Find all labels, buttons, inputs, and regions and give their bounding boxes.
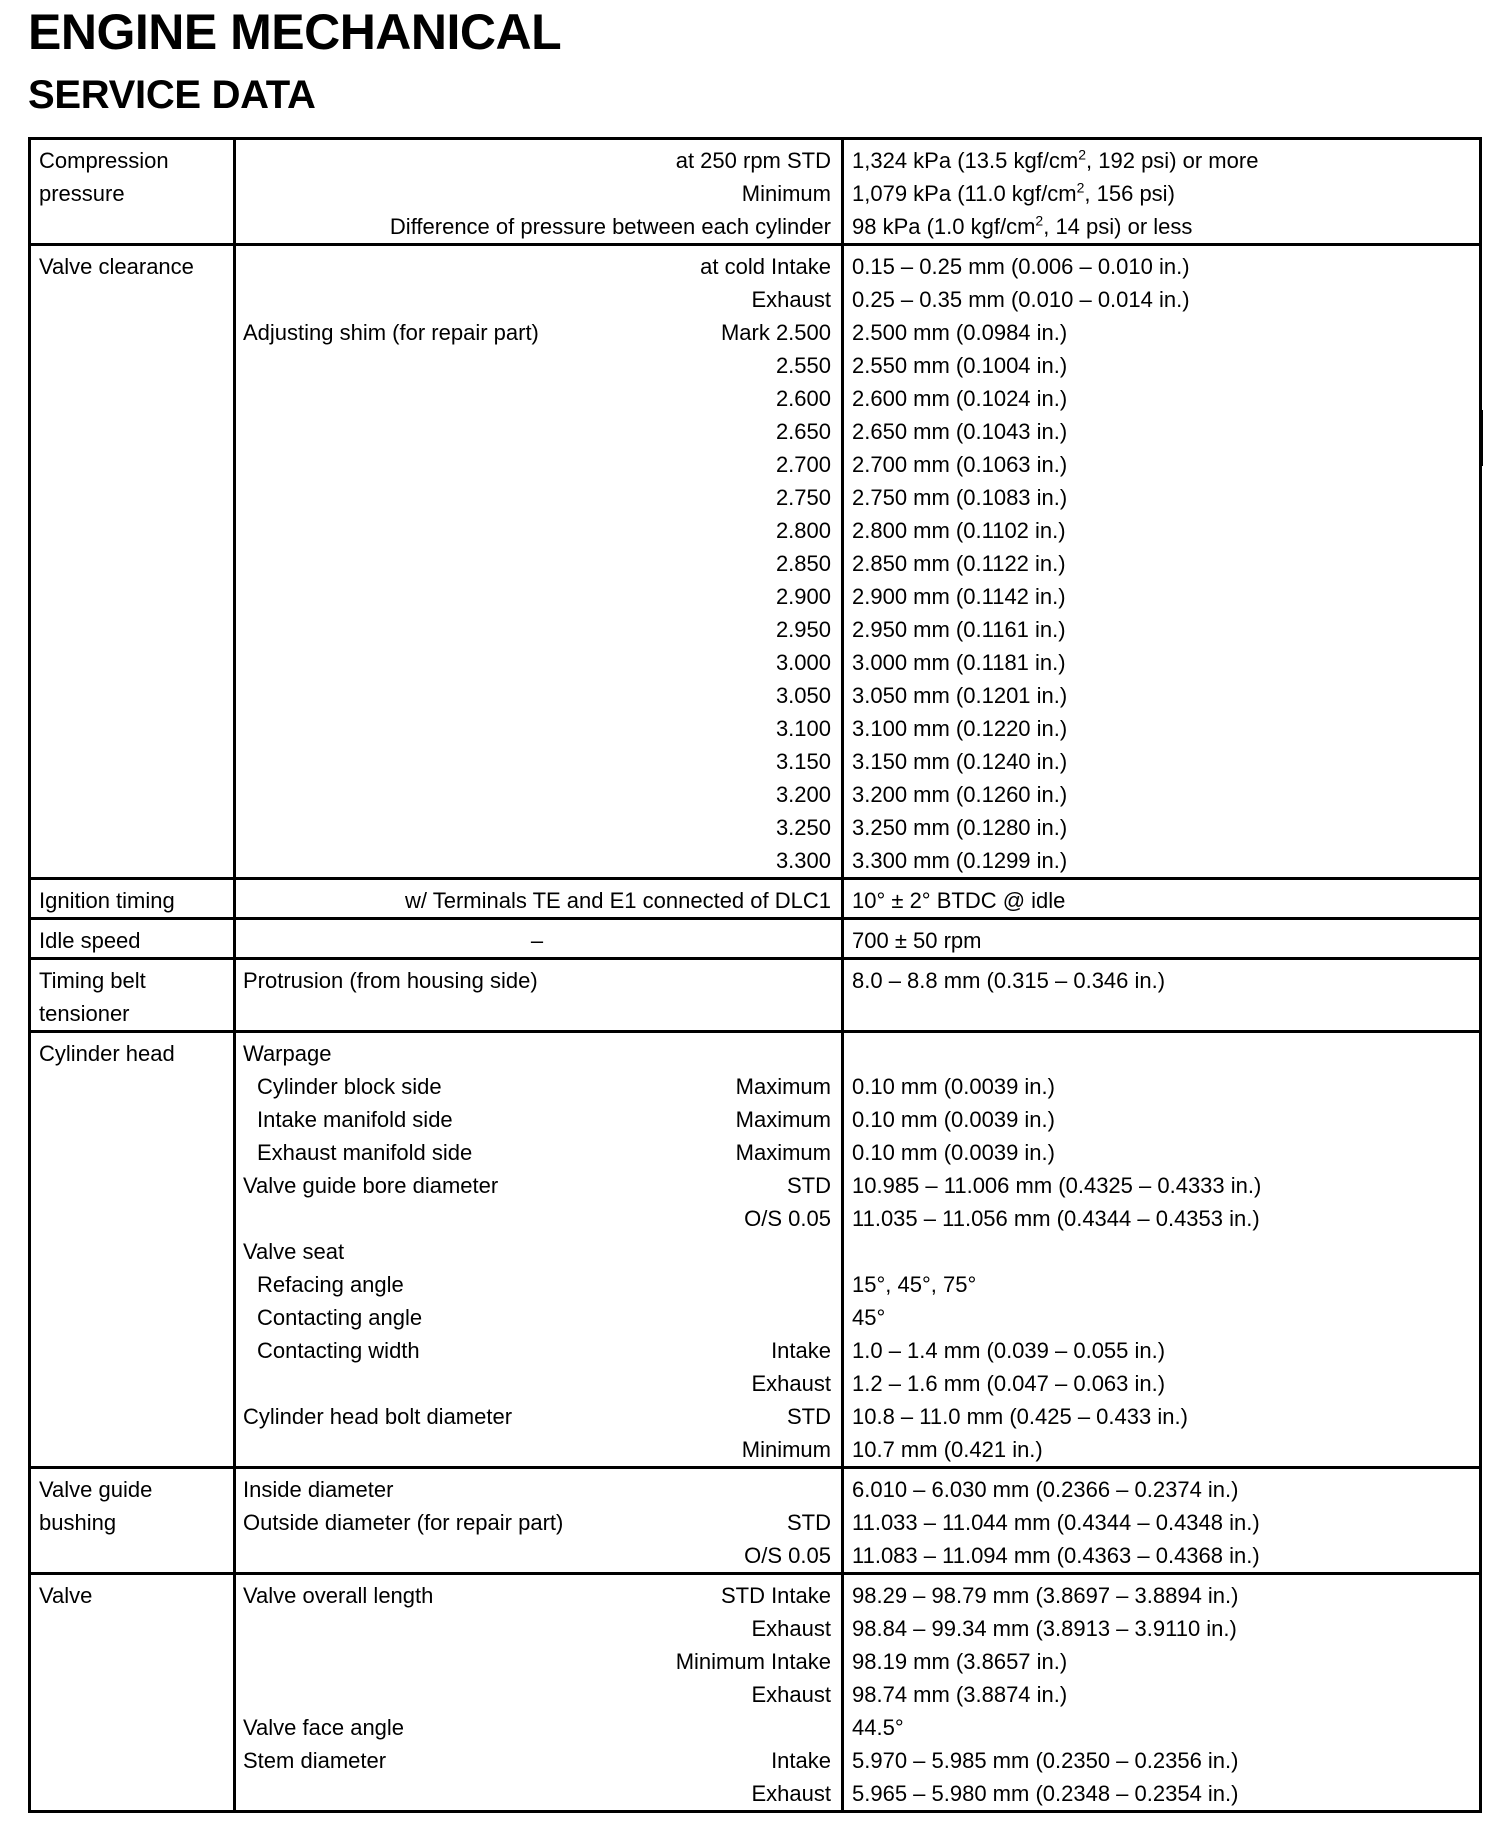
page-title: ENGINE MECHANICAL <box>28 4 562 60</box>
spec-qualifier: 2.900 <box>775 584 831 609</box>
spec-value-cell <box>843 245 1481 879</box>
spec-item-name: Valve guide <box>39 1477 153 1502</box>
spec-value: 5.970 – 5.985 mm (0.2350 – 0.2356 in.) <box>852 1748 1239 1773</box>
spec-qualifier: Minimum <box>741 1437 831 1462</box>
spec-item-cell <box>30 919 235 959</box>
spec-condition-line <box>243 811 831 844</box>
spec-value: 3.300 mm (0.1299 in.) <box>852 848 1068 873</box>
spec-parameter-label: Outside diameter (for repair part) <box>243 1510 564 1535</box>
spec-condition-line <box>243 1612 831 1645</box>
spec-condition-line <box>243 283 831 316</box>
spec-value: 98.74 mm (3.8874 in.) <box>852 1682 1068 1707</box>
spec-value-cell <box>843 959 1481 1032</box>
spec-value: 3.200 mm (0.1260 in.) <box>852 782 1068 807</box>
spec-value: 6.010 – 6.030 mm (0.2366 – 0.2374 in.) <box>852 1477 1239 1502</box>
spec-item-cell <box>30 959 235 1032</box>
spec-qualifier: STD Intake <box>720 1583 831 1608</box>
spec-condition-line <box>243 1645 831 1678</box>
spec-qualifier: STD <box>787 1404 831 1429</box>
spec-condition-cell <box>235 879 843 919</box>
spec-condition-line <box>243 778 831 811</box>
spec-parameter-label: Refacing angle <box>257 1272 404 1297</box>
spec-value: 1,324 kPa (13.5 kgf/$cm^2$, 192 psi) or more <box>852 146 1259 173</box>
spec-value: 44.5° <box>852 1715 904 1740</box>
spec-value: 10.7 mm (0.421 in.) <box>852 1437 1043 1462</box>
spec-condition-line <box>243 745 831 778</box>
spec-value: 2.850 mm (0.1122 in.) <box>852 551 1066 576</box>
spec-condition-line <box>243 1235 831 1268</box>
spec-condition-line <box>243 844 831 877</box>
spec-condition-cell <box>235 245 843 879</box>
spec-condition-cell <box>235 919 843 959</box>
spec-value: 0.15 – 0.25 mm (0.006 – 0.010 in.) <box>852 254 1190 279</box>
spec-condition-cell <box>235 959 843 1032</box>
spec-qualifier: STD <box>787 1173 831 1198</box>
spec-condition-line <box>243 349 831 382</box>
spec-value: 15°, 45°, 75° <box>852 1272 977 1297</box>
spec-qualifier: 2.550 <box>775 353 831 378</box>
spec-section-row <box>30 1032 1481 1468</box>
spec-value: 98.19 mm (3.8657 in.) <box>852 1649 1068 1674</box>
spec-condition-line <box>243 1202 831 1235</box>
spec-condition-line <box>243 210 831 243</box>
spec-condition-line <box>243 884 831 917</box>
spec-condition-line <box>243 1777 831 1810</box>
spec-item-name: Timing belt <box>39 968 146 993</box>
spec-item-name: Idle speed <box>39 928 141 953</box>
spec-value: 98 kPa (1.0 kgf/$cm^2$, 14 psi) or less <box>852 212 1193 239</box>
spec-parameter-label: Exhaust manifold side <box>257 1140 473 1165</box>
spec-parameter-label: Valve face angle <box>243 1715 405 1740</box>
spec-condition-line <box>243 613 831 646</box>
spec-qualifier: Maximum <box>735 1074 831 1099</box>
spec-value-cell <box>843 1468 1481 1574</box>
spec-condition-line <box>243 1268 831 1301</box>
spec-condition-line <box>243 964 831 997</box>
spec-value: 2.700 mm (0.1063 in.) <box>852 452 1068 477</box>
spec-item-cell <box>30 879 235 919</box>
spec-condition-line <box>243 177 831 210</box>
spec-condition-line <box>243 1506 831 1539</box>
spec-qualifier: Exhaust <box>751 1371 831 1396</box>
spec-qualifier: Maximum <box>735 1140 831 1165</box>
spec-condition-line <box>243 1473 831 1506</box>
spec-condition-line <box>243 1400 831 1433</box>
spec-parameter-label: Valve overall length <box>243 1583 434 1608</box>
spec-condition-line <box>243 1744 831 1777</box>
spec-condition-line <box>243 924 831 957</box>
spec-condition-line <box>243 448 831 481</box>
spec-condition-line <box>243 1367 831 1400</box>
spec-parameter-label: Contacting width <box>257 1338 420 1363</box>
spec-value: 0.10 mm (0.0039 in.) <box>852 1140 1055 1165</box>
spec-item-name: pressure <box>39 181 125 206</box>
spec-condition-line <box>243 1678 831 1711</box>
spec-condition-line <box>243 1070 831 1103</box>
spec-condition-cell <box>235 139 843 245</box>
spec-value-cell <box>843 139 1481 245</box>
spec-value: 0.10 mm (0.0039 in.) <box>852 1107 1055 1132</box>
spec-condition-line <box>243 1037 831 1070</box>
spec-section-row <box>30 1574 1481 1812</box>
spec-condition-line <box>243 514 831 547</box>
spec-item-cell <box>30 1574 235 1812</box>
section-title: SERVICE DATA <box>28 73 316 117</box>
spec-item-cell <box>30 139 235 245</box>
spec-value-cell <box>843 879 1481 919</box>
spec-parameter-label: Protrusion (from housing side) <box>243 968 538 993</box>
spec-item-name: Compression <box>39 148 169 173</box>
spec-parameter-label: Inside diameter <box>243 1477 394 1502</box>
spec-condition-line <box>243 1136 831 1169</box>
spec-value: 11.033 – 11.044 mm (0.4344 – 0.4348 in.) <box>852 1510 1260 1535</box>
spec-qualifier: Minimum Intake <box>675 1649 831 1674</box>
spec-qualifier: Exhaust <box>751 1781 831 1806</box>
spec-qualifier: O/S 0.05 <box>744 1543 831 1568</box>
spec-condition-line <box>243 580 831 613</box>
spec-value: 2.750 mm (0.1083 in.) <box>852 485 1068 510</box>
spec-value: 3.100 mm (0.1220 in.) <box>852 716 1068 741</box>
service-data-table <box>28 137 1482 1813</box>
spec-section-row <box>30 1468 1481 1574</box>
spec-value: 3.150 mm (0.1240 in.) <box>852 749 1068 774</box>
spec-qualifier: Maximum <box>735 1107 831 1132</box>
spec-qualifier: 2.750 <box>775 485 831 510</box>
spec-parameter-label: Cylinder head bolt diameter <box>243 1404 513 1429</box>
spec-condition-line <box>243 547 831 580</box>
service-data-body <box>30 139 1481 1812</box>
spec-section-row <box>30 245 1481 879</box>
spec-value-cell <box>843 919 1481 959</box>
spec-parameter-label: Valve seat <box>243 1239 345 1264</box>
spec-condition-line <box>243 1539 831 1572</box>
spec-qualifier: O/S 0.05 <box>744 1206 831 1231</box>
spec-qualifier: STD <box>787 1510 831 1535</box>
spec-item-name: Ignition timing <box>39 888 175 913</box>
spec-condition-line <box>243 1334 831 1367</box>
spec-item-cell <box>30 1032 235 1468</box>
spec-value: 2.500 mm (0.0984 in.) <box>852 320 1068 345</box>
spec-condition-line <box>243 1433 831 1466</box>
spec-value: 0.10 mm (0.0039 in.) <box>852 1074 1055 1099</box>
spec-item-cell <box>30 1468 235 1574</box>
spec-parameter-label: Contacting angle <box>257 1305 423 1330</box>
spec-qualifier: Difference of pressure between each cylinder <box>389 214 831 239</box>
spec-value: 3.250 mm (0.1280 in.) <box>852 815 1068 840</box>
spec-item-cell <box>30 245 235 879</box>
spec-value: 1,079 kPa (11.0 kgf/$cm^2$, 156 psi) <box>852 179 1175 206</box>
spec-condition-line <box>243 997 831 1030</box>
spec-condition-line <box>243 1579 831 1612</box>
spec-value: 98.84 – 99.34 mm (3.8913 – 3.9110 in.) <box>852 1616 1237 1641</box>
spec-value: 2.550 mm (0.1004 in.) <box>852 353 1068 378</box>
spec-qualifier: Intake <box>771 1748 831 1773</box>
spec-qualifier: Mark 2.500 <box>720 320 831 345</box>
spec-condition-line <box>243 1103 831 1136</box>
spec-qualifier: 2.650 <box>775 419 831 444</box>
spec-value <box>852 997 1471 1030</box>
spec-section-row <box>30 919 1481 959</box>
spec-value: 2.800 mm (0.1102 in.) <box>852 518 1066 543</box>
spec-section-row <box>30 879 1481 919</box>
spec-qualifier: 2.850 <box>775 551 831 576</box>
spec-value: 98.29 – 98.79 mm (3.8697 – 3.8894 in.) <box>852 1583 1239 1608</box>
spec-qualifier: 3.250 <box>775 815 831 840</box>
spec-condition-line <box>243 646 831 679</box>
spec-parameter-label: Valve guide bore diameter <box>243 1173 499 1198</box>
spec-value <box>852 1235 1471 1268</box>
spec-parameter-label: Adjusting shim (for repair part) <box>243 320 539 345</box>
spec-condition-line <box>243 712 831 745</box>
spec-qualifier: 2.950 <box>775 617 831 642</box>
spec-qualifier: Minimum <box>741 181 831 206</box>
spec-qualifier: at 250 rpm STD <box>675 148 831 173</box>
spec-condition-cell <box>235 1574 843 1812</box>
spec-qualifier: 3.200 <box>775 782 831 807</box>
spec-parameter-label: Intake manifold side <box>257 1107 453 1132</box>
spec-qualifier: Exhaust <box>751 1616 831 1641</box>
spec-qualifier: 3.000 <box>775 650 831 675</box>
spec-value: 11.083 – 11.094 mm (0.4363 – 0.4368 in.) <box>852 1543 1260 1568</box>
spec-qualifier: 3.050 <box>775 683 831 708</box>
spec-value: 11.035 – 11.056 mm (0.4344 – 0.4353 in.) <box>852 1206 1260 1231</box>
spec-condition-line <box>243 382 831 415</box>
spec-condition-cell <box>235 1032 843 1468</box>
spec-value: 3.000 mm (0.1181 in.) <box>852 650 1066 675</box>
spec-condition-line <box>243 481 831 514</box>
spec-condition-line <box>243 1169 831 1202</box>
spec-item-name: Valve <box>39 1583 93 1608</box>
spec-parameter-label: Warpage <box>243 1041 332 1066</box>
spec-condition-dash: – <box>530 928 544 953</box>
spec-value: 10.8 – 11.0 mm (0.425 – 0.433 in.) <box>852 1404 1188 1429</box>
spec-condition-line <box>243 1301 831 1334</box>
spec-item-name: Valve clearance <box>39 254 194 279</box>
spec-qualifier: 2.700 <box>775 452 831 477</box>
spec-value: 10.985 – 11.006 mm (0.4325 – 0.4333 in.) <box>852 1173 1262 1198</box>
spec-condition-line <box>243 1711 831 1744</box>
spec-value: 3.050 mm (0.1201 in.) <box>852 683 1068 708</box>
spec-item-name: Cylinder head <box>39 1041 175 1066</box>
spec-qualifier: 2.600 <box>775 386 831 411</box>
spec-qualifier: Intake <box>771 1338 831 1363</box>
spec-condition-line <box>243 679 831 712</box>
spec-value-cell <box>843 1032 1481 1468</box>
spec-item-name: tensioner <box>39 1001 130 1026</box>
spec-qualifier: 3.100 <box>775 716 831 741</box>
spec-value: 2.900 mm (0.1142 in.) <box>852 584 1066 609</box>
spec-qualifier: at cold Intake <box>700 254 831 279</box>
spec-qualifier: 3.300 <box>775 848 831 873</box>
spec-condition-line <box>243 144 831 177</box>
spec-value: 2.950 mm (0.1161 in.) <box>852 617 1066 642</box>
spec-value: 5.965 – 5.980 mm (0.2348 – 0.2354 in.) <box>852 1781 1239 1806</box>
spec-value: 45° <box>852 1305 886 1330</box>
spec-value: 0.25 – 0.35 mm (0.010 – 0.014 in.) <box>852 287 1190 312</box>
spec-qualifier: 2.800 <box>775 518 831 543</box>
spec-qualifier: 3.150 <box>775 749 831 774</box>
spec-value-cell <box>843 1574 1481 1812</box>
spec-value: 2.650 mm (0.1043 in.) <box>852 419 1068 444</box>
spec-parameter-label: Cylinder block side <box>257 1074 442 1099</box>
spec-parameter-label: Stem diameter <box>243 1748 387 1773</box>
spec-condition-line <box>243 316 831 349</box>
spec-qualifier: Exhaust <box>751 287 831 312</box>
spec-item-name: bushing <box>39 1510 117 1535</box>
spec-qualifier: w/ Terminals TE and E1 connected of DLC1 <box>405 888 831 913</box>
spec-section-row <box>30 959 1481 1032</box>
spec-value: 700 ± 50 rpm <box>852 928 982 953</box>
spec-section-row <box>30 139 1481 245</box>
spec-value: 1.2 – 1.6 mm (0.047 – 0.063 in.) <box>852 1371 1166 1396</box>
spec-qualifier: Exhaust <box>751 1682 831 1707</box>
spec-value <box>852 1037 1471 1070</box>
spec-value: 1.0 – 1.4 mm (0.039 – 0.055 in.) <box>852 1338 1166 1363</box>
spec-value: 2.600 mm (0.1024 in.) <box>852 386 1068 411</box>
spec-value: 8.0 – 8.8 mm (0.315 – 0.346 in.) <box>852 968 1166 993</box>
spec-condition-cell <box>235 1468 843 1574</box>
spec-condition-line <box>243 415 831 448</box>
spec-value: 10° ± 2° BTDC @ idle <box>852 888 1066 913</box>
spec-condition-line <box>243 250 831 283</box>
